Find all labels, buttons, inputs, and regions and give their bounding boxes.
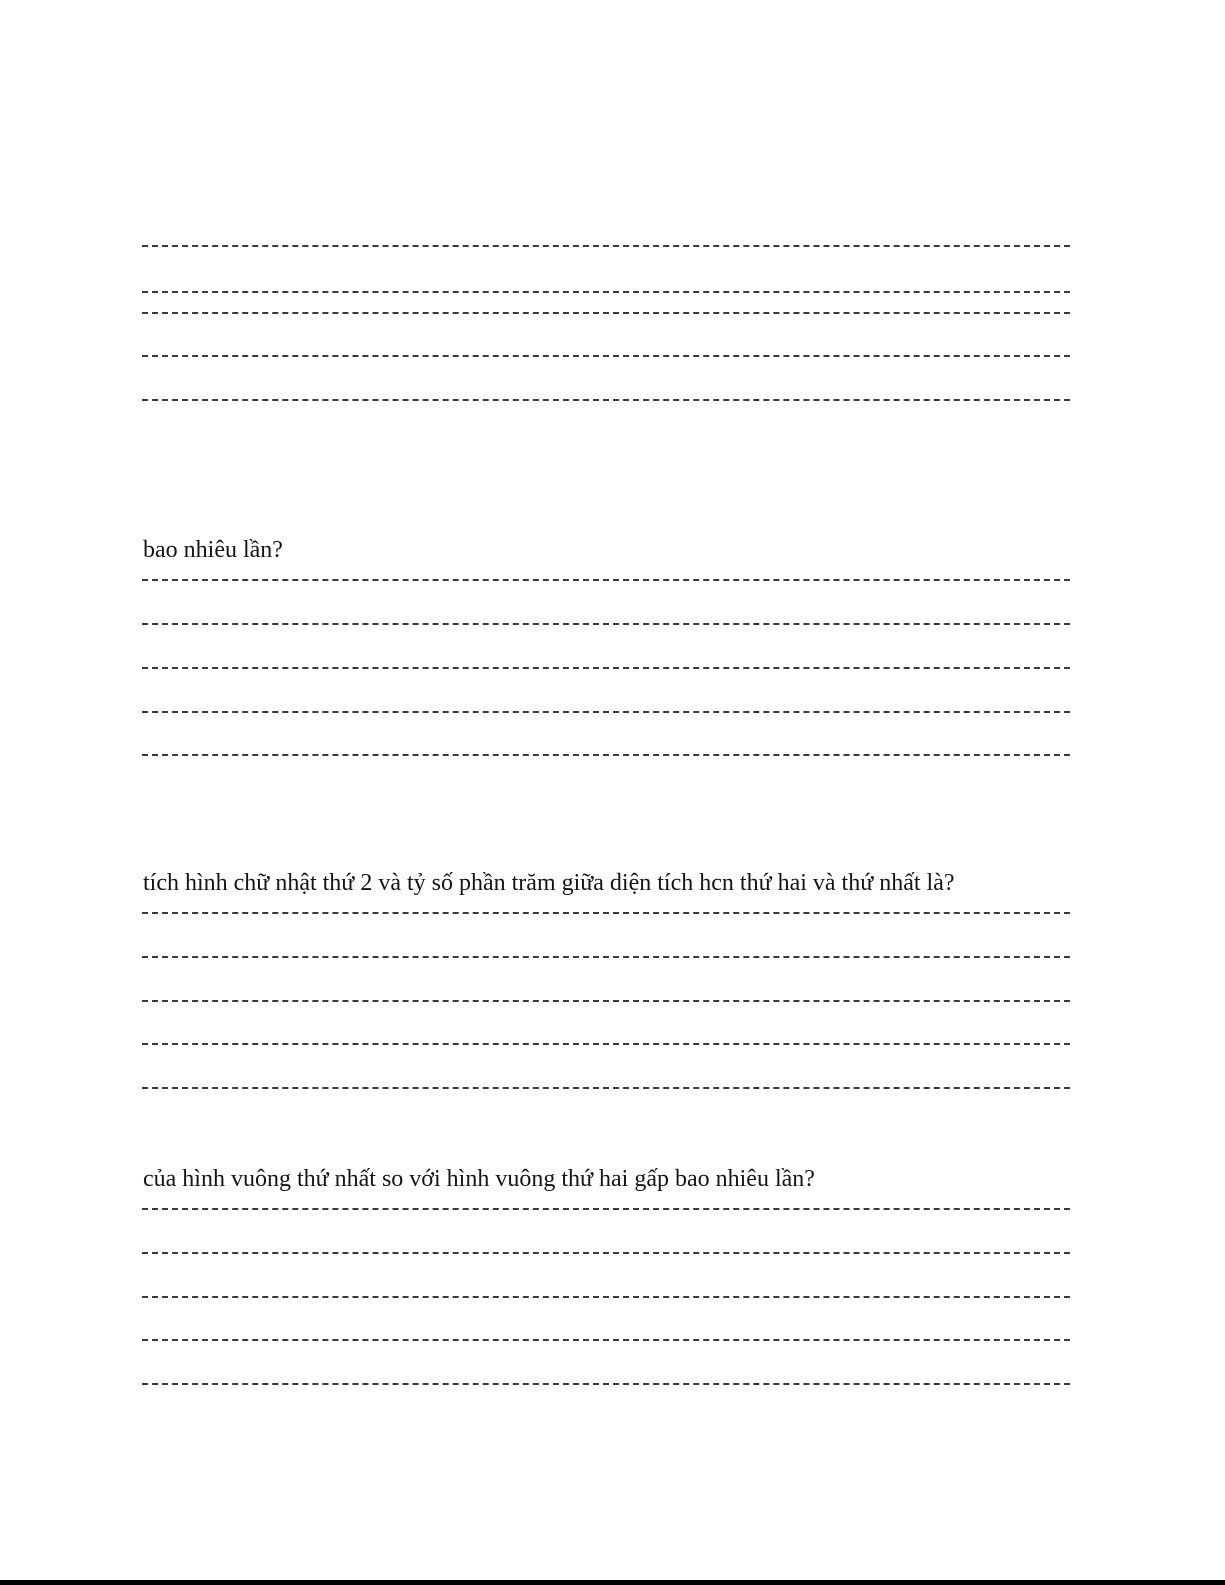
answer-line (142, 623, 1070, 625)
answer-line (142, 667, 1070, 669)
answer-line (142, 956, 1070, 958)
answer-line (142, 312, 1070, 314)
answer-line (142, 1383, 1070, 1385)
answer-line (142, 291, 1070, 293)
answer-line (142, 579, 1070, 581)
answer-line (142, 711, 1070, 713)
question-text-2: tích hình chữ nhật thứ 2 và tỷ số phần trăm giữa diện tích hcn thứ hai và thứ nhất là? (143, 870, 955, 896)
answer-line (142, 1339, 1070, 1341)
answer-line (142, 1296, 1070, 1298)
answer-line (142, 1252, 1070, 1254)
answer-line (142, 1043, 1070, 1045)
answer-line (142, 1087, 1070, 1089)
question-text-1: bao nhiêu lần? (143, 537, 283, 563)
page-bottom-edge (0, 1580, 1225, 1585)
answer-line (142, 399, 1070, 401)
question-text-3: của hình vuông thứ nhất so với hình vuông thứ hai gấp bao nhiêu lần? (143, 1166, 815, 1192)
answer-line (142, 1000, 1070, 1002)
answer-line (142, 912, 1070, 914)
answer-line (142, 754, 1070, 756)
answer-line (142, 355, 1070, 357)
answer-line (142, 245, 1070, 247)
answer-line (142, 1208, 1070, 1210)
